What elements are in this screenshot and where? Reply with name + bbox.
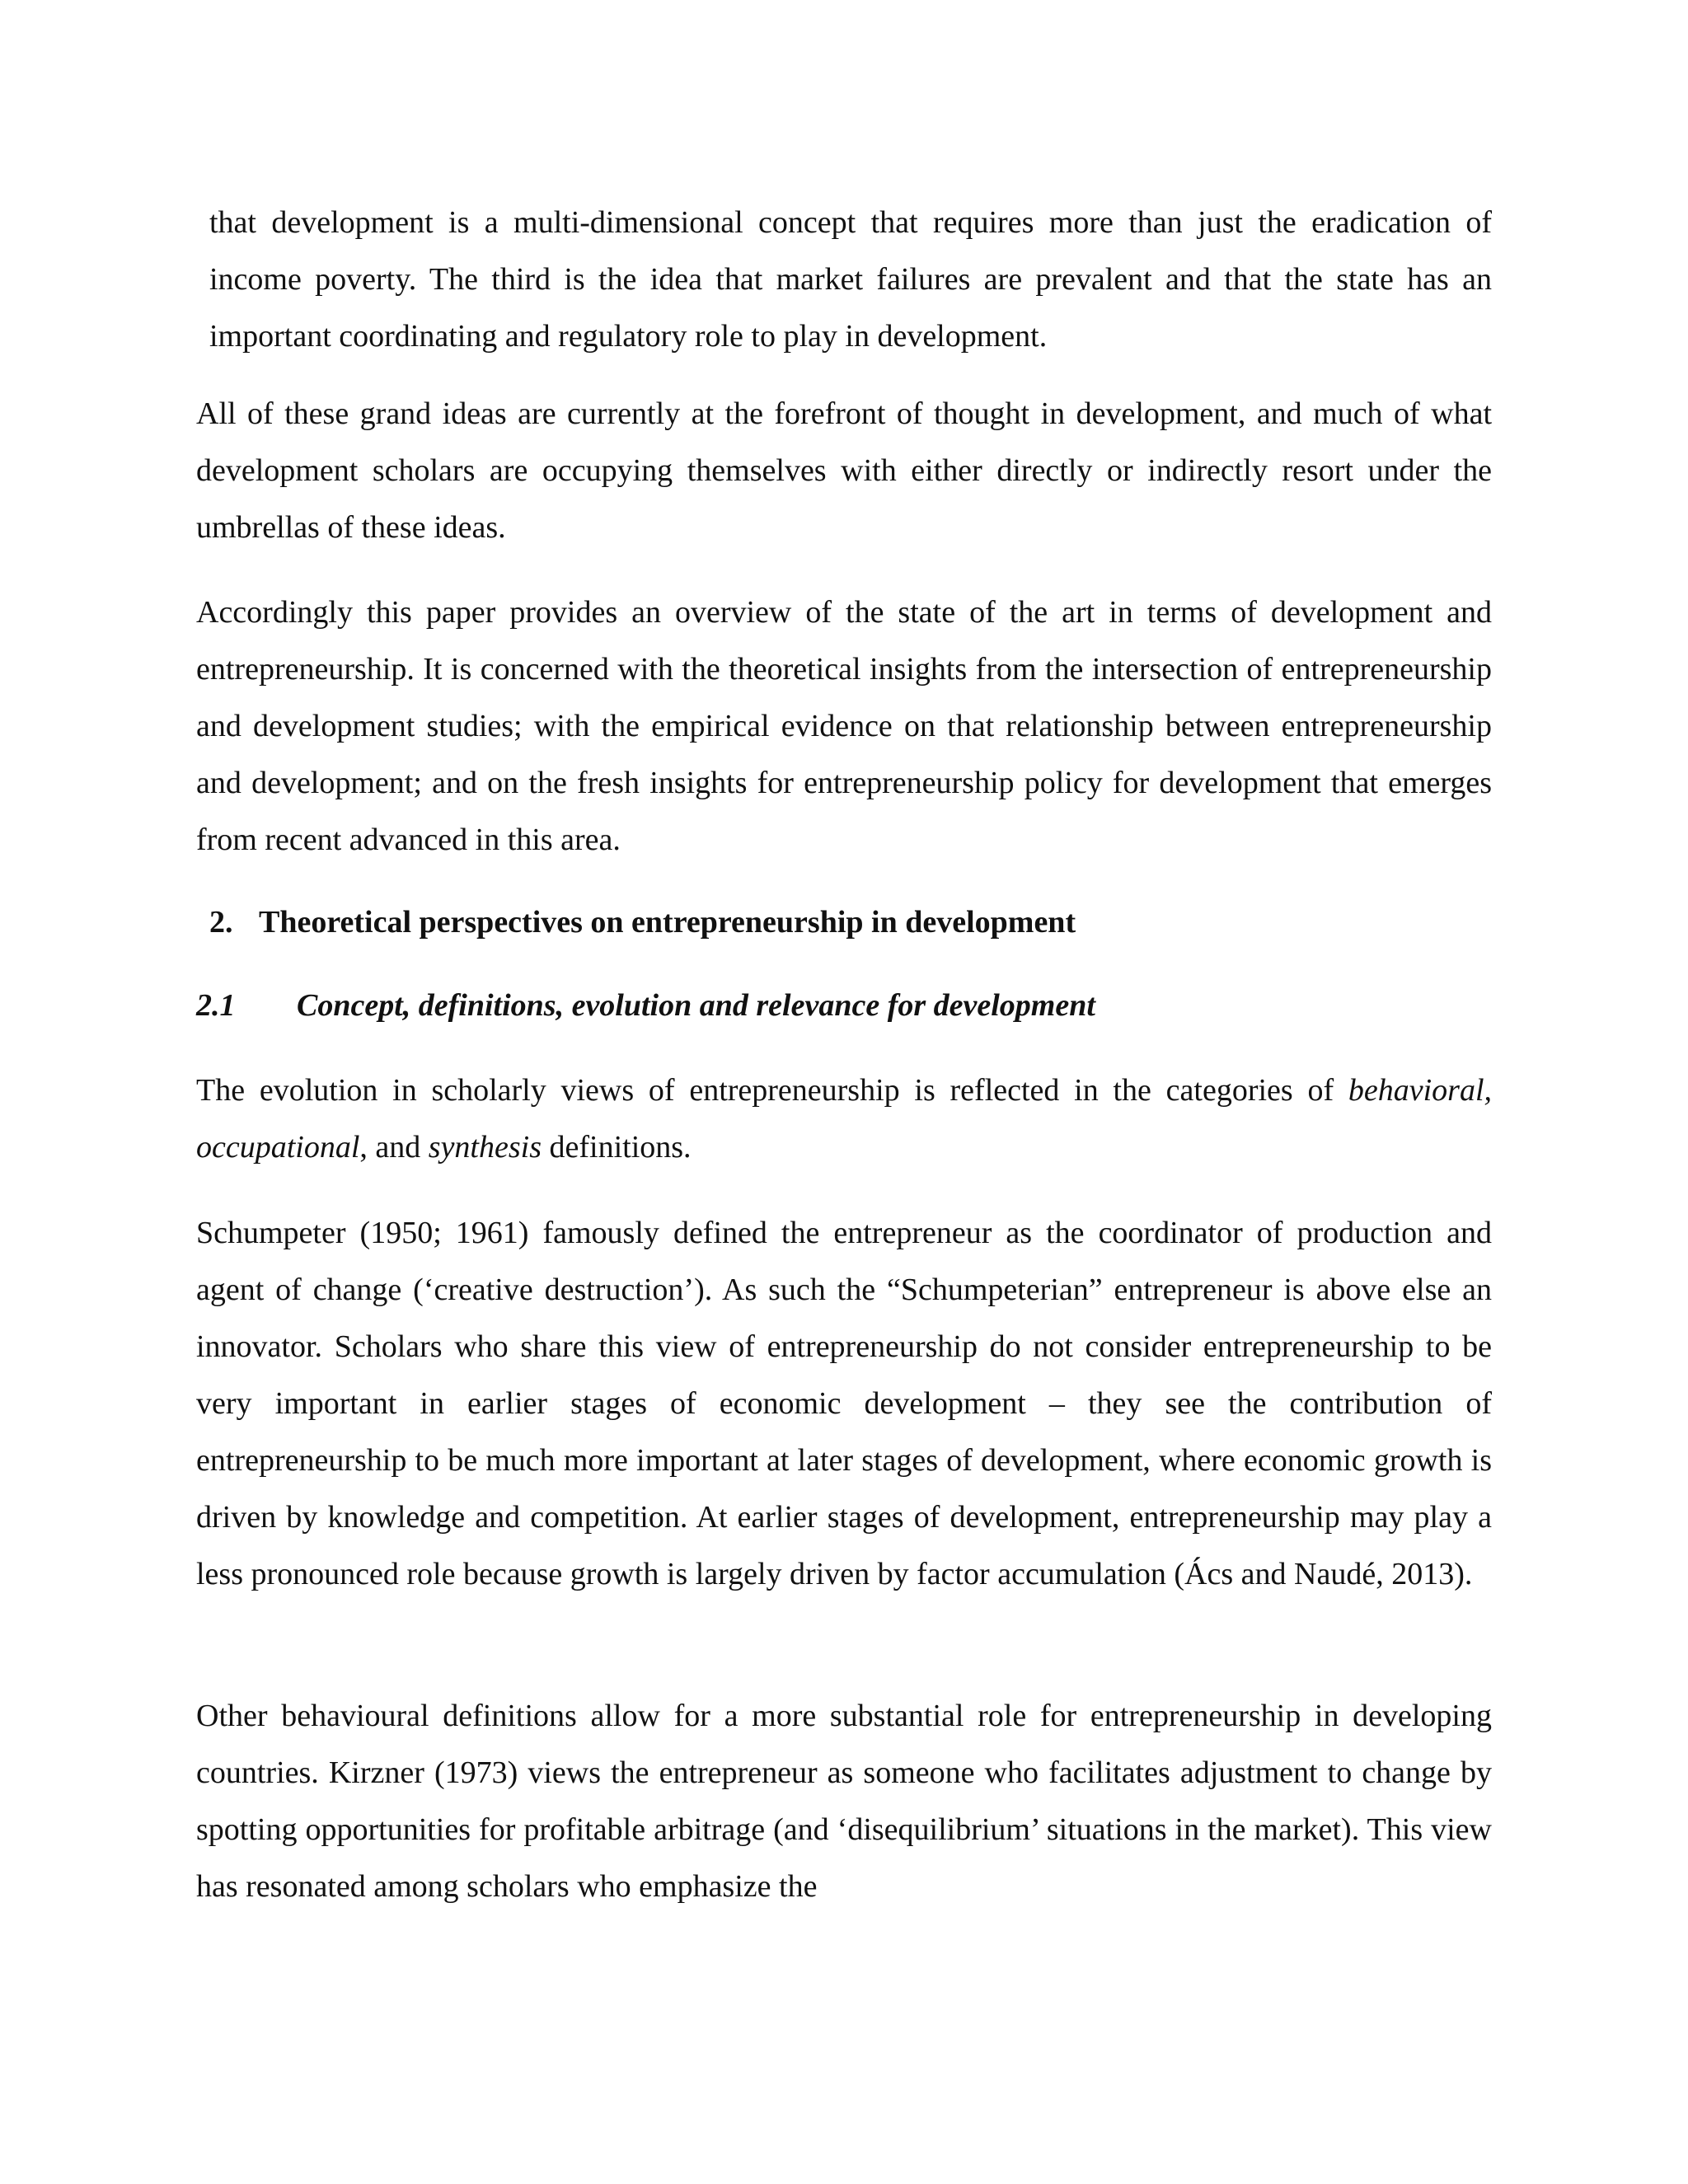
subsection-title: Concept, definitions, evolution and relevance for development (297, 988, 1095, 1023)
term-behavioral-occupational: behavioral, occupational (196, 1073, 1492, 1165)
definitions-end-text: definitions. (542, 1130, 692, 1165)
section-heading-2 (209, 894, 1492, 951)
definitions-intro-text: The evolution in scholarly views of entrepreneurship is reflected in the categories of (196, 1073, 1348, 1108)
paragraph-schumpeter: Schumpeter (1950; 1961) famously defined the entrepreneur as the coordinator of production and agent of change (‘creative destruction’). As such the “Schumpeterian” entrepreneur is above else an innovator. Scholars who share this view of entrepreneurship do not consider entrepreneurship to be very important in earlier stages of economic development – they see the contribution of entrepreneurship to be much more important at later stages of development, where economic growth is driven by knowledge and competition. At earlier stages of development, entrepreneurship may play a less pronounced role because growth is largely driven by factor accumulation (Ács and Naudé, 2013). (196, 1216, 1492, 1591)
subsection-heading-2-1 (196, 977, 1492, 1034)
term-synthesis: synthesis (428, 1130, 542, 1165)
subsection-number: 2.1 (196, 988, 236, 1023)
paragraph-grand-ideas: All of these grand ideas are currently at the forefront of thought in development, and much of what development scholars are occupying themselves with either directly or indirectly resort under the umbrellas of these ideas. (196, 396, 1492, 545)
section-title: Theoretical perspectives on entrepreneurship in development (259, 905, 1076, 940)
paragraph-definition-categories (196, 1062, 1492, 1176)
paragraph-kirzner: Other behavioural definitions allow for a more substantial role for entrepreneurship in developing countries. Kirzner (1973) views the entrepreneur as someone who facilitates adjustment to change by spotting opportunities for profitable arbitrage (and ‘disequilibrium’ situations in the market). This view has resonated among scholars who emphasize the (196, 1699, 1492, 1904)
section-number: 2. (209, 905, 233, 940)
paragraph-continued-list-item: that development is a multi-dimensional concept that requires more than just the eradication of income poverty. The third is the idea that market failures are prevalent and that the state has an important coordinating and regulatory role to play in development. (209, 205, 1492, 354)
paragraph-paper-overview: Accordingly this paper provides an overview of the state of the art in terms of development and entrepreneurship. It is concerned with the theoretical insights from the intersection of entrepreneurship and development studies; with the empirical evidence on that relationship between entrepreneurship and development; and on the fresh insights for entrepreneurship policy for development that emerges from recent advanced in this area. (196, 595, 1492, 857)
definitions-joiner-text: , and (359, 1130, 429, 1165)
